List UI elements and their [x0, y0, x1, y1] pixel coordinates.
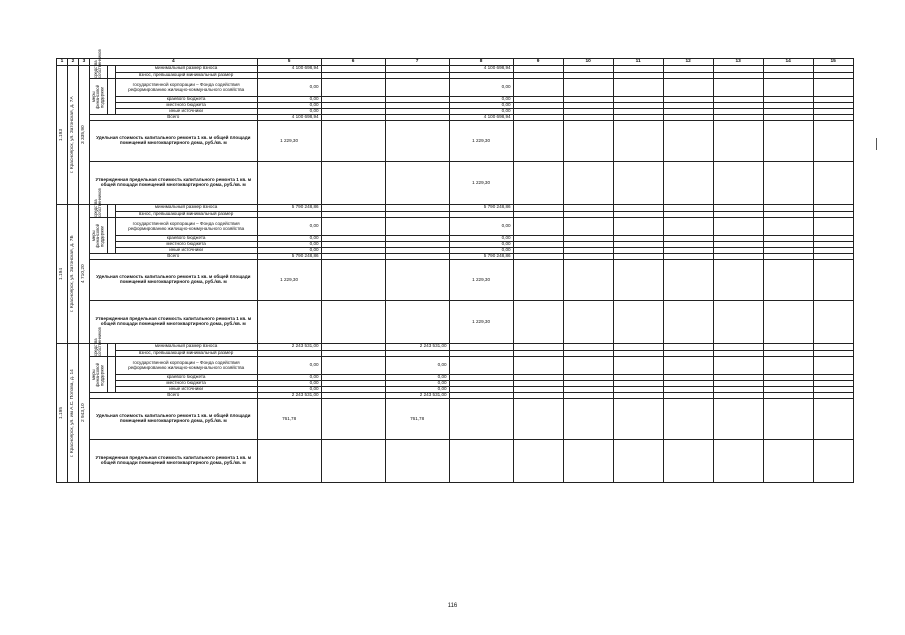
cell-col5: 2 243 531,00 [257, 344, 321, 351]
cell-col7 [385, 79, 449, 97]
cell-col5: 0,00 [257, 103, 321, 109]
label-over: взнос, превышающий минимальный размер [115, 350, 257, 357]
cell-col5: 0,00 [257, 218, 321, 236]
cell-col6 [321, 121, 385, 162]
record-number-text: 1.193 [59, 129, 65, 142]
cell-col5: 5 790 248,86 [257, 254, 321, 260]
table-row [57, 440, 854, 483]
group-spacer [107, 357, 115, 393]
label-mestnogo: местного бюджета [115, 103, 257, 109]
record-address [68, 344, 79, 483]
cell-col15 [813, 399, 853, 440]
cell-col13 [713, 162, 763, 205]
cell-col7 [385, 301, 449, 344]
record-area-text: 4 710,20 [81, 264, 87, 284]
table-row [57, 121, 854, 162]
cell-col9 [513, 260, 563, 301]
cell-col7: 0,00 [385, 375, 449, 381]
cell-col5: 0,00 [257, 79, 321, 97]
cell-col12 [663, 162, 713, 205]
column-header-13: 13 [713, 59, 763, 66]
label-udel: Удельная стоимость капитального ремонта 1 кв. м общей площади помещений многоквартирного дома, руб./кв. м [90, 399, 258, 440]
table-row [57, 162, 854, 205]
column-header-6: 6 [321, 59, 385, 66]
cell-col8: 0,00 [449, 242, 513, 248]
record-number [57, 66, 68, 205]
cell-col6 [321, 162, 385, 205]
column-header-7: 7 [385, 59, 449, 66]
group-owners-funds-text: средства собственников [93, 188, 103, 217]
cell-col15 [813, 301, 853, 344]
cell-col7: 0,00 [385, 357, 449, 375]
label-min: минимальный размер взноса [115, 66, 257, 73]
cell-col11 [613, 301, 663, 344]
label-mestnogo: местного бюджета [115, 381, 257, 387]
cell-col7 [385, 162, 449, 205]
cell-col6 [321, 301, 385, 344]
group-spacer [107, 218, 115, 254]
cell-col5: 0,00 [257, 387, 321, 393]
cell-col5: 0,00 [257, 381, 321, 387]
cell-col14 [763, 121, 813, 162]
label-total: Всего [90, 393, 258, 399]
cell-col5: 0,00 [257, 248, 321, 254]
group-spacer [107, 344, 115, 357]
cell-col11 [613, 260, 663, 301]
cell-col7: 0,00 [385, 387, 449, 393]
cell-col14 [763, 218, 813, 236]
label-min: минимальный размер взноса [115, 205, 257, 212]
label-fund: государственной корпорации – Фонда содействия реформированию жилищно-коммунального хозяйства [115, 357, 257, 375]
label-kraevoy: краевого бюджета [115, 236, 257, 242]
cell-col5: 1 229,30 [257, 260, 321, 301]
cell-col7: 0,00 [385, 381, 449, 387]
group-financial-support-text: меры финансовой поддержки [91, 362, 105, 387]
cell-col11 [613, 162, 663, 205]
cell-col7 [385, 440, 449, 483]
column-header-9: 9 [513, 59, 563, 66]
cell-col8: 5 790 248,86 [449, 254, 513, 260]
cell-col11 [613, 79, 663, 97]
group-owners-funds [90, 49, 108, 79]
group-financial-support-text: меры финансовой поддержки [91, 84, 105, 109]
cell-col8 [449, 440, 513, 483]
label-total: Всего [90, 254, 258, 260]
cell-col8 [449, 399, 513, 440]
group-owners-funds [90, 188, 108, 218]
record-address-text: г. Красноярск, ул. Затонская, д. 7А [70, 96, 76, 174]
cell-col14 [763, 260, 813, 301]
cell-col8: 5 790 248,86 [449, 205, 513, 212]
cell-col10 [563, 357, 613, 375]
column-header-11: 11 [613, 59, 663, 66]
cell-col5: 4 100 698,94 [257, 66, 321, 73]
cell-col9 [513, 301, 563, 344]
record-address-text: г. Красноярск, ул. им А.С. Попова, д. 14 [70, 369, 76, 457]
label-total: Всего [90, 115, 258, 121]
group-financial-support [90, 79, 108, 115]
column-header-4: 4 [90, 59, 258, 66]
group-owners-funds-text: средства собственников [93, 49, 103, 78]
cell-col5 [257, 162, 321, 205]
cell-col12 [663, 357, 713, 375]
label-inye: иные источники [115, 248, 257, 254]
scan-artifact [876, 138, 877, 150]
cell-col13 [713, 399, 763, 440]
record-number [57, 205, 68, 344]
table-row [57, 218, 854, 236]
cell-col5: 0,00 [257, 109, 321, 115]
cell-col8: 0,00 [449, 109, 513, 115]
cell-col13 [713, 440, 763, 483]
cell-col10 [563, 440, 613, 483]
cell-col8: 1 229,30 [449, 162, 513, 205]
label-inye: иные источники [115, 109, 257, 115]
cell-col5: 0,00 [257, 236, 321, 242]
cell-col5: 2 243 531,00 [257, 393, 321, 399]
cell-col14 [763, 399, 813, 440]
cell-col8: 4 100 698,94 [449, 115, 513, 121]
cell-col14 [763, 440, 813, 483]
cell-col5 [257, 301, 321, 344]
group-financial-support [90, 357, 108, 393]
cell-col15 [813, 162, 853, 205]
record-area [79, 205, 90, 344]
column-header-12: 12 [663, 59, 713, 66]
label-kraevoy: краевого бюджета [115, 375, 257, 381]
cell-col12 [663, 301, 713, 344]
cell-col7 [385, 260, 449, 301]
cell-col13 [713, 218, 763, 236]
cell-col13 [713, 357, 763, 375]
cell-col5: 4 100 698,94 [257, 115, 321, 121]
cell-col10 [563, 79, 613, 97]
record-address [68, 66, 79, 205]
group-financial-support-text: меры финансовой поддержки [91, 223, 105, 248]
cell-col9 [513, 121, 563, 162]
column-header-14: 14 [763, 59, 813, 66]
cell-col9 [513, 440, 563, 483]
cell-col9 [513, 162, 563, 205]
label-inye: иные источники [115, 387, 257, 393]
cell-col11 [613, 399, 663, 440]
cell-col10 [563, 121, 613, 162]
cell-col8: 0,00 [449, 97, 513, 103]
record-address-text: г. Красноярск, ул. Затонская, д. 7Б [70, 235, 76, 313]
cell-col12 [663, 399, 713, 440]
cell-col11 [613, 121, 663, 162]
cell-col5: 0,00 [257, 97, 321, 103]
cell-col15 [813, 260, 853, 301]
table-row [57, 399, 854, 440]
cell-col10 [563, 260, 613, 301]
group-owners-funds [90, 327, 108, 357]
cell-col6 [321, 399, 385, 440]
record-area [79, 66, 90, 205]
cell-col5: 0,00 [257, 242, 321, 248]
cell-col10 [563, 162, 613, 205]
label-kraevoy: краевого бюджета [115, 97, 257, 103]
cell-col7: 2 243 531,00 [385, 393, 449, 399]
cell-col12 [663, 79, 713, 97]
cell-col9 [513, 218, 563, 236]
record-number-text: 1.195 [59, 407, 65, 420]
column-header-15: 15 [813, 59, 853, 66]
cell-col5: 0,00 [257, 375, 321, 381]
group-spacer [107, 205, 115, 218]
cell-col15 [813, 218, 853, 236]
cell-col9 [513, 79, 563, 97]
group-owners-funds-text: средства собственников [93, 327, 103, 356]
label-utv: Утвержденная предельная стоимость капитального ремонта 1 кв. м общей площади помещений многоквартирного дома, руб./кв. м [90, 440, 258, 483]
cell-col13 [713, 79, 763, 97]
cell-col5: 761,78 [257, 399, 321, 440]
group-spacer [107, 79, 115, 115]
cell-col13 [713, 121, 763, 162]
capital-repair-table [56, 49, 854, 483]
label-min: минимальный размер взноса [115, 344, 257, 351]
cell-col14 [763, 79, 813, 97]
cell-col8: 1 229,30 [449, 260, 513, 301]
cell-col8: 0,00 [449, 79, 513, 97]
column-header-2: 2 [68, 59, 79, 66]
cell-col7: 761,78 [385, 399, 449, 440]
label-over: взнос, превышающий минимальный размер [115, 211, 257, 218]
table-row [57, 301, 854, 344]
record-area-text: 2 943,10 [81, 403, 87, 423]
cell-col8: 1 229,30 [449, 301, 513, 344]
record-number-text: 1.194 [59, 268, 65, 281]
label-mestnogo: местного бюджета [115, 242, 257, 248]
table-row [57, 260, 854, 301]
record-area [79, 344, 90, 483]
page-number: 116 [447, 603, 458, 609]
cell-col11 [613, 357, 663, 375]
record-number [57, 344, 68, 483]
cell-col10 [563, 399, 613, 440]
cell-col5: 0,00 [257, 357, 321, 375]
cell-col6 [321, 218, 385, 236]
group-financial-support [90, 218, 108, 254]
column-header-5: 5 [257, 59, 321, 66]
cell-col15 [813, 79, 853, 97]
label-fund: государственной корпорации – Фонда содействия реформированию жилищно-коммунального хозяйства [115, 218, 257, 236]
cell-col14 [763, 162, 813, 205]
cell-col11 [613, 218, 663, 236]
cell-col11 [613, 440, 663, 483]
record-address [68, 205, 79, 344]
label-over: взнос, превышающий минимальный размер [115, 72, 257, 79]
cell-col8: 0,00 [449, 248, 513, 254]
column-header-3: 3 [79, 59, 90, 66]
cell-col12 [663, 260, 713, 301]
cell-col10 [563, 218, 613, 236]
cell-col6 [321, 357, 385, 375]
cell-col12 [663, 121, 713, 162]
cell-col7: 2 243 531,00 [385, 344, 449, 351]
cell-col8: 1 229,30 [449, 121, 513, 162]
cell-col8: 4 100 698,94 [449, 66, 513, 73]
cell-col8: 0,00 [449, 236, 513, 242]
cell-col6 [321, 79, 385, 97]
cell-col9 [513, 399, 563, 440]
cell-col13 [713, 301, 763, 344]
column-header-8: 8 [449, 59, 513, 66]
table-row [57, 79, 854, 97]
column-header-10: 10 [563, 59, 613, 66]
cell-col15 [813, 121, 853, 162]
label-fund: государственной корпорации – Фонда содействия реформированию жилищно-коммунального хозяйства [115, 79, 257, 97]
cell-col8: 0,00 [449, 103, 513, 109]
cell-col9 [513, 357, 563, 375]
cell-col6 [321, 440, 385, 483]
group-spacer [107, 66, 115, 79]
cell-col5: 5 790 248,86 [257, 205, 321, 212]
cell-col13 [713, 260, 763, 301]
cell-col15 [813, 440, 853, 483]
cell-col7 [385, 121, 449, 162]
cell-col10 [563, 301, 613, 344]
label-utv: Утвержденная предельная стоимость капитального ремонта 1 кв. м общей площади помещений многоквартирного дома, руб./кв. м [90, 301, 258, 344]
cell-col14 [763, 301, 813, 344]
label-udel: Удельная стоимость капитального ремонта 1 кв. м общей площади помещений многоквартирного дома, руб./кв. м [90, 121, 258, 162]
label-udel: Удельная стоимость капитального ремонта 1 кв. м общей площади помещений многоквартирного дома, руб./кв. м [90, 260, 258, 301]
table-row [57, 357, 854, 375]
record-area-text: 3 335,90 [81, 125, 87, 145]
label-utv: Утвержденная предельная стоимость капитального ремонта 1 кв. м общей площади помещений многоквартирного дома, руб./кв. м [90, 162, 258, 205]
cell-col6 [321, 260, 385, 301]
column-header-1: 1 [57, 59, 68, 66]
cell-col5: 1 229,30 [257, 121, 321, 162]
cell-col7 [385, 218, 449, 236]
cell-col8: 0,00 [449, 218, 513, 236]
cell-col5 [257, 440, 321, 483]
cell-col14 [763, 357, 813, 375]
cell-col8 [449, 357, 513, 375]
cell-col12 [663, 440, 713, 483]
cell-col15 [813, 357, 853, 375]
cell-col12 [663, 218, 713, 236]
